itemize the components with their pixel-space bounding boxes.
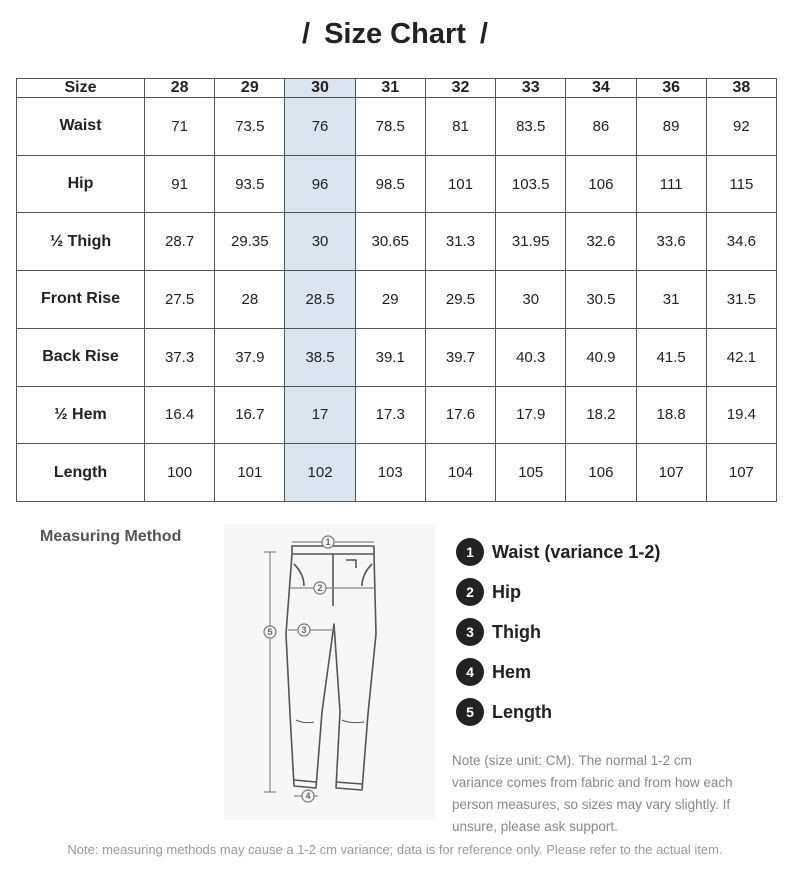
measurement-legend: [456, 532, 660, 732]
table-cell: 100: [145, 444, 215, 502]
table-cell: 111: [636, 155, 706, 213]
table-cell: 41.5: [636, 328, 706, 386]
row-label: Waist: [17, 98, 145, 156]
header-cell: 29: [215, 79, 285, 98]
table-cell: 31.5: [706, 271, 776, 329]
table-cell: 102: [285, 444, 355, 502]
table-cell: 29.35: [215, 213, 285, 271]
table-cell: 40.3: [496, 328, 566, 386]
table-cell: 16.7: [215, 386, 285, 444]
table-row: [17, 271, 777, 329]
header-cell: Size: [17, 79, 145, 98]
table-cell: 103.5: [496, 155, 566, 213]
table-cell: 16.4: [145, 386, 215, 444]
table-cell: 27.5: [145, 271, 215, 329]
table-cell: 30: [285, 213, 355, 271]
table-cell: 37.3: [145, 328, 215, 386]
table-cell: 106: [566, 155, 636, 213]
table-cell: 28: [215, 271, 285, 329]
table-cell: 19.4: [706, 386, 776, 444]
title-slash-left: /: [302, 18, 311, 50]
header-cell: 32: [425, 79, 495, 98]
footer-note: Note: measuring methods may cause a 1-2 cm variance; data is for reference only. Please refer to the actual item.: [67, 842, 723, 857]
pants-diagram: [224, 524, 436, 820]
table-cell: 18.8: [636, 386, 706, 444]
table-cell: 71: [145, 98, 215, 156]
legend-label: Thigh: [492, 621, 541, 642]
measuring-method-label: Measuring Method: [40, 528, 182, 545]
size-note: Note (size unit: CM). The normal 1-2 cm variance comes from fabric and from how each person measures, so sizes may vary slightly. If unsure, please ask support.: [452, 753, 733, 834]
legend-label: Hip: [492, 581, 521, 602]
table-cell: 40.9: [566, 328, 636, 386]
row-label: ½ Thigh: [17, 213, 145, 271]
table-cell: 103: [355, 444, 425, 502]
table-cell: 17: [285, 386, 355, 444]
row-label: Front Rise: [17, 271, 145, 329]
marker-2-label: 2: [317, 583, 323, 593]
legend-label: Length: [492, 701, 552, 722]
table-cell: 29.5: [425, 271, 495, 329]
table-cell: 76: [285, 98, 355, 156]
legend-label: Hem: [492, 661, 532, 682]
header-cell: 36: [636, 79, 706, 98]
table-cell: 38.5: [285, 328, 355, 386]
table-cell: 91: [145, 155, 215, 213]
title-text: Size Chart: [324, 18, 466, 50]
table-cell: 17.3: [355, 386, 425, 444]
table-cell: 37.9: [215, 328, 285, 386]
header-cell-highlighted: 30: [285, 79, 355, 98]
table-cell: 101: [425, 155, 495, 213]
title-slash-right: /: [479, 18, 488, 50]
legend-item: [456, 532, 660, 572]
header-cell: 28: [145, 79, 215, 98]
table-row: [17, 213, 777, 271]
pants-illustration: [224, 524, 436, 820]
table-cell: 107: [706, 444, 776, 502]
legend-number-badge: 3: [456, 618, 484, 646]
header-cell: 33: [496, 79, 566, 98]
table-row: [17, 155, 777, 213]
table-cell: 31.3: [425, 213, 495, 271]
table-cell: 34.6: [706, 213, 776, 271]
table-cell: 78.5: [355, 98, 425, 156]
legend-number-badge: 2: [456, 578, 484, 606]
table-cell: 28.5: [285, 271, 355, 329]
table-row: [17, 386, 777, 444]
header-cell: 38: [706, 79, 776, 98]
table-cell: 73.5: [215, 98, 285, 156]
row-label: Length: [17, 444, 145, 502]
marker-3-label: 3: [301, 625, 307, 635]
table-cell: 93.5: [215, 155, 285, 213]
row-label: Hip: [17, 155, 145, 213]
table-cell: 96: [285, 155, 355, 213]
table-cell: 104: [425, 444, 495, 502]
marker-4-label: 4: [305, 791, 311, 801]
legend-label: Waist (variance 1-2): [492, 541, 661, 562]
table-cell: 33.6: [636, 213, 706, 271]
table-cell: 86: [566, 98, 636, 156]
table-cell: 39.1: [355, 328, 425, 386]
table-cell: 32.6: [566, 213, 636, 271]
table-row: [17, 98, 777, 156]
legend-item: [456, 612, 660, 652]
legend-number-badge: 1: [456, 538, 484, 566]
marker-5-label: 5: [267, 627, 273, 637]
table-cell: 18.2: [566, 386, 636, 444]
table-cell: 101: [215, 444, 285, 502]
legend-number-badge: 4: [456, 658, 484, 686]
table-cell: 105: [496, 444, 566, 502]
size-header-row: [17, 79, 777, 98]
table-cell: 81: [425, 98, 495, 156]
table-cell: 42.1: [706, 328, 776, 386]
header-cell: 34: [566, 79, 636, 98]
table-cell: 107: [636, 444, 706, 502]
legend-item: [456, 652, 660, 692]
table-cell: 17.9: [496, 386, 566, 444]
size-chart-table: [16, 78, 777, 502]
table-cell: 30: [496, 271, 566, 329]
table-cell: 29: [355, 271, 425, 329]
table-cell: 31.95: [496, 213, 566, 271]
marker-1-label: 1: [325, 537, 331, 547]
table-cell: 17.6: [425, 386, 495, 444]
table-cell: 106: [566, 444, 636, 502]
table-cell: 39.7: [425, 328, 495, 386]
table-cell: 83.5: [496, 98, 566, 156]
table-cell: 28.7: [145, 213, 215, 271]
legend-item: [456, 692, 660, 732]
table-cell: 31: [636, 271, 706, 329]
row-label: Back Rise: [17, 328, 145, 386]
table-cell: 115: [706, 155, 776, 213]
table-cell: 98.5: [355, 155, 425, 213]
table-cell: 92: [706, 98, 776, 156]
row-label: ½ Hem: [17, 386, 145, 444]
header-cell: 31: [355, 79, 425, 98]
legend-item: [456, 572, 660, 612]
table-cell: 30.65: [355, 213, 425, 271]
table-cell: 30.5: [566, 271, 636, 329]
table-cell: 89: [636, 98, 706, 156]
table-row: [17, 328, 777, 386]
legend-number-badge: 5: [456, 698, 484, 726]
table-row: [17, 444, 777, 502]
page-title: [0, 18, 790, 51]
